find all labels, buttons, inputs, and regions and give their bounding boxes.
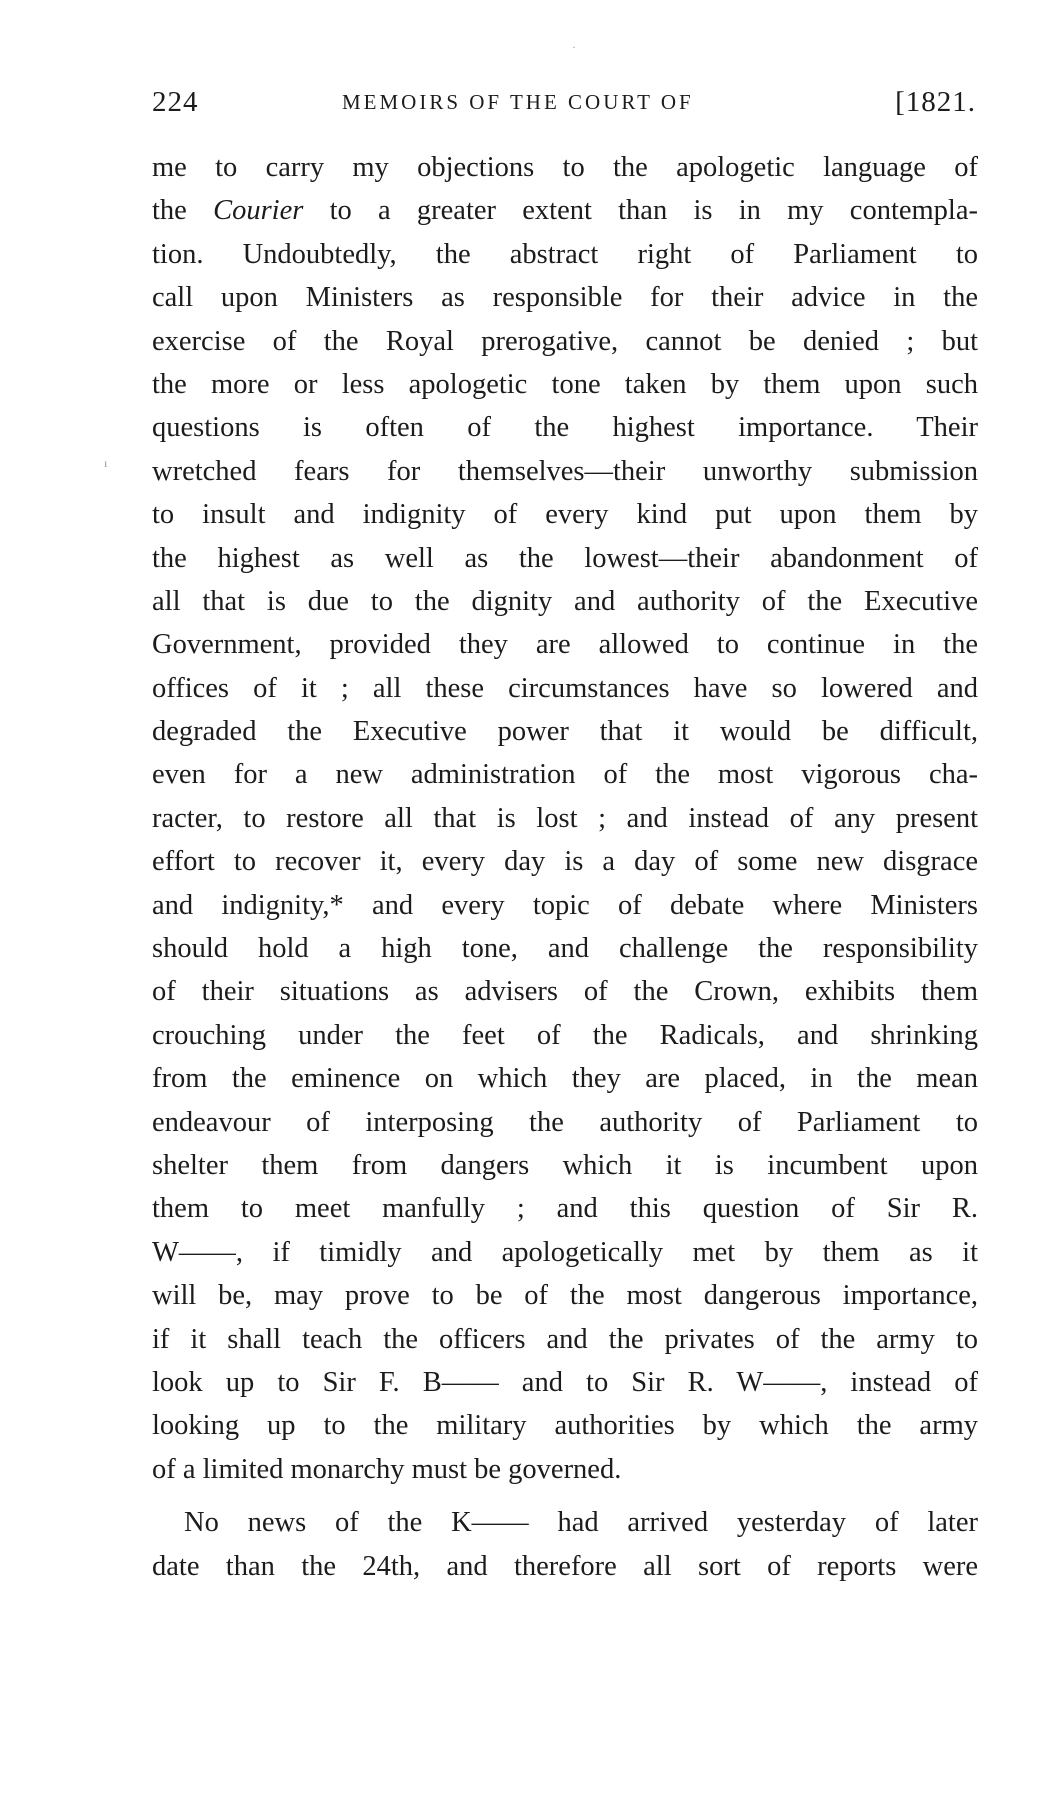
text-line: will be, may prove to be of the most dangerous importance, bbox=[152, 1280, 978, 1312]
text-line: of their situations as advisers of the Crown, exhibits them bbox=[152, 976, 978, 1008]
page-number: 224 bbox=[152, 86, 199, 118]
paragraph bbox=[152, 146, 978, 1491]
text-line: and indignity,* and every topic of debate where Ministers bbox=[152, 889, 978, 921]
text-line: even for a new administration of the most vigorous cha- bbox=[152, 759, 978, 791]
text-line: exercise of the Royal prerogative, cannot be denied ; but bbox=[152, 325, 978, 357]
text-line: all that is due to the dignity and authority of the Executive bbox=[152, 585, 978, 617]
text-line: questions is often of the highest importance. Their bbox=[152, 412, 978, 444]
text-line: the more or less apologetic tone taken by them upon such bbox=[152, 368, 978, 400]
text-line: should hold a high tone, and challenge the responsibility bbox=[152, 933, 978, 965]
text-line: look up to Sir F. B—— and to Sir R. W——, instead of bbox=[152, 1366, 978, 1398]
text-line: call upon Ministers as responsible for their advice in the bbox=[152, 282, 978, 314]
text-line: offices of it ; all these circumstances have so lowered and bbox=[152, 672, 978, 704]
text-line: the highest as well as the lowest—their abandonment of bbox=[152, 542, 978, 574]
text-line: them to meet manfully ; and this question of Sir R. bbox=[152, 1193, 978, 1225]
text-line: date than the 24th, and therefore all sort of reports were bbox=[152, 1550, 978, 1582]
paragraph bbox=[152, 1501, 978, 1588]
text-line: racter, to restore all that is lost ; and instead of any present bbox=[152, 802, 978, 834]
text-line: crouching under the feet of the Radicals, and shrinking bbox=[152, 1019, 978, 1051]
text-line: of a limited monarchy must be governed. bbox=[152, 1453, 622, 1485]
text-line: W——, if timidly and apologetically met by them as it bbox=[152, 1236, 978, 1268]
scan-speck: · bbox=[572, 40, 576, 54]
text-line: effort to recover it, every day is a day of some new disgrace bbox=[152, 846, 978, 878]
scan-speck: ı bbox=[104, 456, 108, 470]
text-line: No news of the K—— had arrived yesterday of later bbox=[184, 1507, 978, 1539]
text-line: looking up to the military authorities by which the army bbox=[152, 1410, 978, 1442]
text-line: tion. Undoubtedly, the abstract right of Parliament to bbox=[152, 238, 978, 270]
text-line: if it shall teach the officers and the privates of the army to bbox=[152, 1323, 978, 1355]
text-line: me to carry my objections to the apologetic language of bbox=[152, 152, 978, 183]
text-line: the Courier to a greater extent than is in my contempla- bbox=[152, 195, 978, 227]
text-line: from the eminence on which they are placed, in the mean bbox=[152, 1063, 978, 1095]
text-line: wretched fears for themselves—their unworthy submission bbox=[152, 455, 978, 487]
text-line: Government, provided they are allowed to continue in the bbox=[152, 629, 978, 661]
paragraph-gap bbox=[152, 1491, 978, 1501]
running-header bbox=[152, 82, 976, 122]
body-text bbox=[152, 146, 978, 1588]
text-line: degraded the Executive power that it would be difficult, bbox=[152, 716, 978, 748]
year-bracket: [1821. bbox=[895, 86, 976, 118]
text-line: shelter them from dangers which it is incumbent upon bbox=[152, 1149, 978, 1181]
text-line: to insult and indignity of every kind put upon them by bbox=[152, 499, 978, 531]
newspaper-title: Courier bbox=[213, 195, 304, 227]
text-line: endeavour of interposing the authority of Parliament to bbox=[152, 1106, 978, 1138]
running-title: MEMOIRS OF THE COURT OF bbox=[342, 90, 694, 114]
